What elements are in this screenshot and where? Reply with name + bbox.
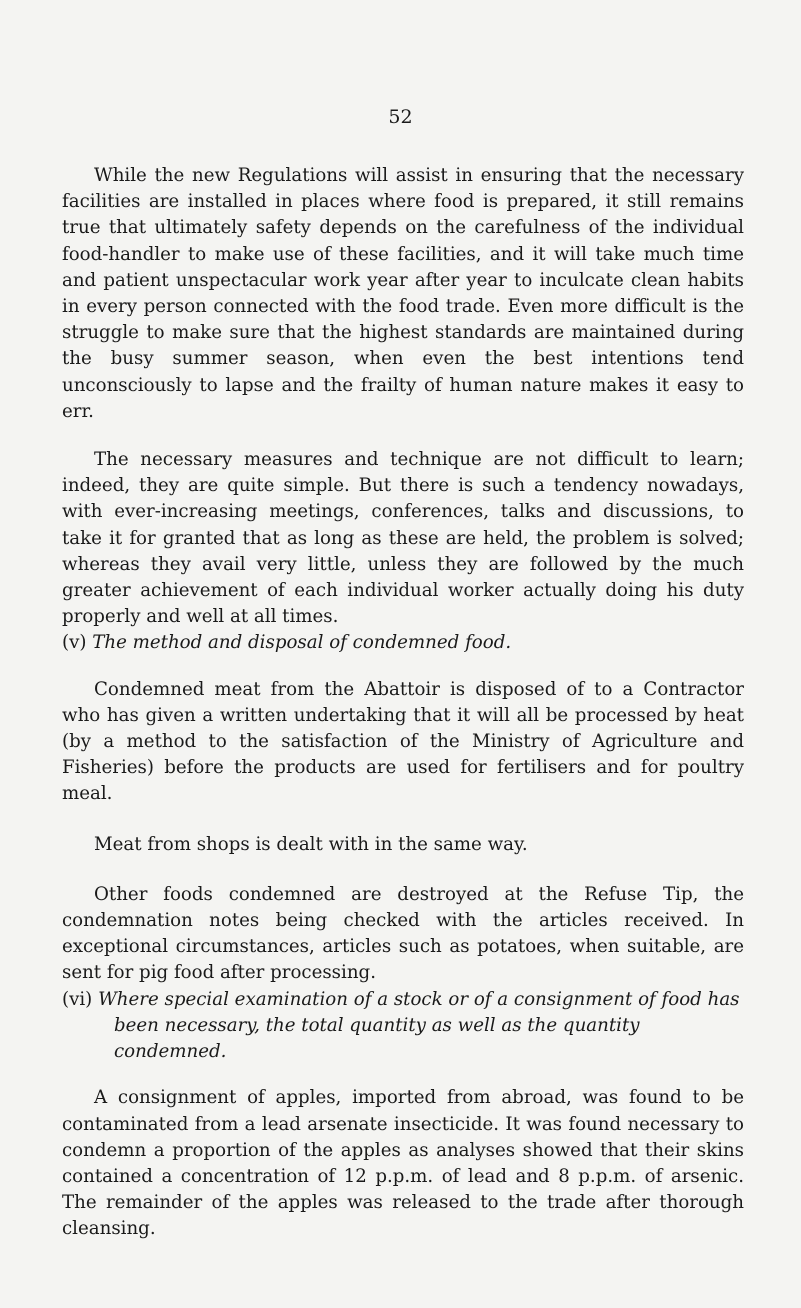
page-number: 52 — [388, 106, 413, 128]
section-number-vi: (vi) — [62, 988, 93, 1010]
paragraph-regulations: While the new Regulations will assist in ensuring that the necessary facilities are installed in places where food is prepared, it still remains true that ultimately safety depends on the carefulness of the individual food-handler to make use of these facilities, and it will take much time and patient unspectacular work year after year to inculcate clean habits in every person connected with the food trade. Even more difficult is the struggle to make sure that the highest standards are maintained during the busy summer season, when even the best intentions tend unconsciously to lapse and the frailty of human nature makes it easy to err. — [62, 165, 744, 422]
section-title-v: The method and disposal of condemned food. — [92, 632, 512, 654]
paragraph-apples: A consignment of apples, imported from abroad, was found to be contaminated from a lead arsenate insecticide. It was found necessary to condemn a proportion of the apples as analyses showed that their skins contained a concentration of 12 p.p.m. of lead and 8 p.p.m. of arsenic. The remainder of the apples was released to the trade after thorough cleansing. — [62, 1087, 744, 1240]
section-number-v: (v) — [62, 632, 87, 654]
paragraph-other-foods: Other foods condemned are destroyed at the Refuse Tip, the condemnation notes being checked with the articles received. In exceptional circumstances, articles such as potatoes, when suitable, are sent for pig food after processing. — [62, 883, 744, 984]
paragraph-shop-meat: Meat from shops is dealt with in the same way. — [94, 833, 528, 855]
section-heading-v — [62, 630, 744, 656]
section-heading-vi — [62, 987, 744, 1066]
page-body — [62, 163, 744, 1243]
paragraph-technique: The necessary measures and technique are not difficult to learn; indeed, they are quite simple. But there is such a tendency nowadays, with ever-increasing meetings, conferences, talks and discussions, to take it for granted that as long as these are held, the problem is solved; whereas they avail very little, unless they are followed by the much greater achievement of each individual worker actually doing his duty properly and well at all times. — [62, 449, 744, 628]
paragraph-condemned-meat: Condemned meat from the Abattoir is disposed of to a Contractor who has given a written undertaking that it will all be processed by heat (by a method to the satisfaction of the Ministry of Agriculture and Fisheries) before the products are used for fertilisers and for poultry meal. — [62, 678, 744, 805]
section-title-vi: Where special examination of a stock or of a consignment of food has been necessary, the total quantity as well as the quantity condemned. — [98, 988, 740, 1063]
